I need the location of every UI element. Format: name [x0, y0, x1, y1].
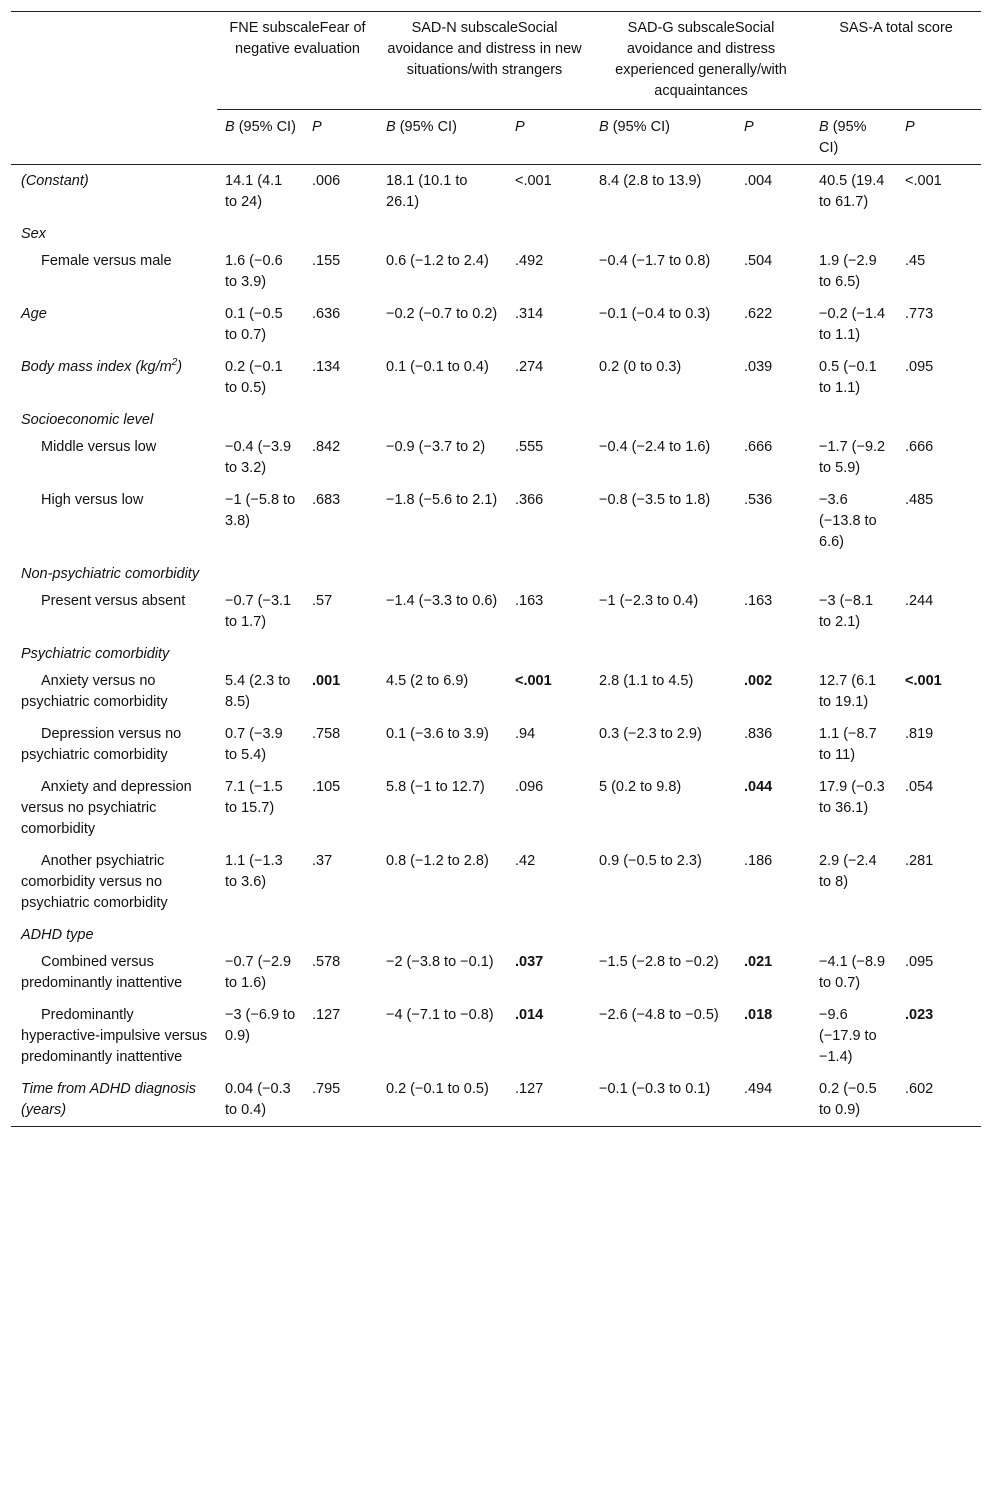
b-ci-cell: 0.9 (−0.5 to 2.3): [599, 853, 702, 869]
b-label: B: [819, 119, 829, 135]
p-value-cell: .002: [744, 673, 773, 689]
b-ci-cell: −9.6 (−17.9 to −1.4): [819, 1007, 877, 1065]
b-ci-cell: −2.6 (−4.8 to −0.5): [599, 1007, 719, 1023]
ci-label: (95% CI): [608, 119, 670, 135]
table-row: [11, 245, 981, 298]
p-value-cell: .054: [905, 779, 934, 795]
table-row: [11, 665, 981, 718]
b-ci-cell: −4 (−7.1 to −0.8): [386, 1007, 494, 1023]
b-label: B: [225, 119, 235, 135]
b-ci-cell: 2.8 (1.1 to 4.5): [599, 673, 694, 689]
sasa-group-header: SAS-A total score: [811, 12, 981, 110]
p-value-cell: .773: [905, 306, 934, 322]
b-ci-cell: 5.4 (2.3 to 8.5): [225, 673, 291, 710]
p-value-cell: .039: [744, 359, 773, 375]
b-ci-cell: −3.6 (−13.8 to 6.6): [819, 492, 877, 550]
b-ci-cell: 0.7 (−3.9 to 5.4): [225, 726, 283, 763]
b-ci-cell: −3 (−6.9 to 0.9): [225, 1007, 296, 1044]
b-ci-cell: −0.2 (−0.7 to 0.2): [386, 306, 498, 322]
row-label: Body mass index $(kg/m^2)$: [21, 357, 183, 375]
table-row: [11, 1073, 981, 1127]
b-ci-cell: 4.5 (2 to 6.9): [386, 673, 469, 689]
p-value-cell: <.001: [515, 173, 552, 189]
p-value-cell: <.001: [905, 173, 942, 189]
p-value-cell: <.001: [905, 673, 942, 689]
row-label: Depression versus no psychiatric comorbidity: [21, 726, 182, 763]
b-ci-cell: −0.8 (−3.5 to 1.8): [599, 492, 711, 508]
fne-group-header: FNE subscaleFear of negative evaluation: [217, 12, 378, 110]
section-label: ADHD type: [21, 927, 94, 943]
b-ci-cell: 2.9 (−2.4 to 8): [819, 853, 877, 890]
section-header-row: [11, 919, 981, 946]
b-label: B: [386, 119, 396, 135]
b-ci-cell: −0.9 (−3.7 to 2): [386, 439, 486, 455]
b-ci-cell: −1.5 (−2.8 to −0.2): [599, 954, 719, 970]
table-row: [11, 298, 981, 351]
b-ci-cell: 40.5 (19.4 to 61.7): [819, 173, 885, 210]
ci-label: (95% CI): [819, 119, 867, 156]
b-ci-cell: 7.1 (−1.5 to 15.7): [225, 779, 283, 816]
table-row: [11, 718, 981, 771]
row-label: Combined versus predominantly inattentive: [21, 954, 183, 991]
p-value-cell: .105: [312, 779, 341, 795]
b-ci-cell: 18.1 (10.1 to 26.1): [386, 173, 468, 210]
p-value-cell: .492: [515, 253, 544, 269]
p-header: P: [905, 119, 915, 135]
p-header: P: [744, 119, 754, 135]
b-ci-cell: 0.2 (−0.1 to 0.5): [225, 359, 283, 396]
row-label: Anxiety and depression versus no psychiatric comorbidity: [21, 779, 192, 837]
p-value-cell: .485: [905, 492, 934, 508]
p-value-cell: .134: [312, 359, 341, 375]
b-ci-cell: 12.7 (6.1 to 19.1): [819, 673, 877, 710]
b-ci-cell: 0.8 (−1.2 to 2.8): [386, 853, 489, 869]
b-ci-cell: 17.9 (−0.3 to 36.1): [819, 779, 885, 816]
b-ci-cell: 14.1 (4.1 to 24): [225, 173, 283, 210]
table-row: [11, 946, 981, 999]
table-row: [11, 165, 981, 219]
group-header-row: [11, 12, 981, 110]
p-value-cell: .602: [905, 1081, 934, 1097]
p-value-cell: .57: [312, 593, 333, 609]
b-ci-header: [217, 110, 304, 165]
b-ci-cell: 0.1 (−0.1 to 0.4): [386, 359, 489, 375]
p-value-cell: .842: [312, 439, 341, 455]
p-value-cell: .37: [312, 853, 333, 869]
b-ci-cell: 0.1 (−0.5 to 0.7): [225, 306, 283, 343]
b-ci-header: [591, 110, 736, 165]
p-value-cell: .021: [744, 954, 773, 970]
b-ci-cell: 1.9 (−2.9 to 6.5): [819, 253, 877, 290]
p-value-cell: .504: [744, 253, 773, 269]
p-value-cell: .758: [312, 726, 341, 742]
b-ci-cell: 5 (0.2 to 9.8): [599, 779, 682, 795]
b-ci-cell: −1.8 (−5.6 to 2.1): [386, 492, 498, 508]
p-value-cell: .666: [905, 439, 934, 455]
p-value-cell: .281: [905, 853, 934, 869]
row-label: Another psychiatric comorbidity versus no psychiatric comorbidity: [21, 853, 168, 911]
b-ci-cell: 0.3 (−2.3 to 2.9): [599, 726, 702, 742]
b-ci-cell: 1.6 (−0.6 to 3.9): [225, 253, 283, 290]
b-ci-cell: 8.4 (2.8 to 13.9): [599, 173, 702, 189]
p-value-cell: .244: [905, 593, 934, 609]
section-header-row: [11, 404, 981, 431]
row-label: (Constant): [21, 173, 89, 189]
row-label: Predominantly hyperactive-impulsive versus predominantly inattentive: [21, 1007, 208, 1065]
p-header: P: [312, 119, 322, 135]
table-row: [11, 484, 981, 558]
p-value-cell: .45: [905, 253, 926, 269]
p-value-cell: .536: [744, 492, 773, 508]
p-value-cell: .186: [744, 853, 773, 869]
b-ci-cell: −0.2 (−1.4 to 1.1): [819, 306, 886, 343]
p-value-cell: .023: [905, 1007, 934, 1023]
ci-label: (95% CI): [395, 119, 457, 135]
b-label: B: [599, 119, 609, 135]
section-label: Psychiatric comorbidity: [21, 646, 170, 662]
b-ci-cell: −4.1 (−8.9 to 0.7): [819, 954, 886, 991]
regression-table: [11, 11, 981, 1127]
section-label: Sex: [21, 226, 46, 242]
p-value-cell: .836: [744, 726, 773, 742]
b-ci-header: [378, 110, 507, 165]
b-ci-cell: −2 (−3.8 to −0.1): [386, 954, 494, 970]
b-ci-cell: 0.6 (−1.2 to 2.4): [386, 253, 489, 269]
table-row: [11, 585, 981, 638]
b-ci-cell: −0.7 (−3.1 to 1.7): [225, 593, 292, 630]
p-value-cell: .683: [312, 492, 341, 508]
p-value-cell: .127: [312, 1007, 341, 1023]
sadg-group-header: SAD-G subscaleSocial avoidance and distress experienced generally/with acquaintances: [591, 12, 811, 110]
b-ci-header: [811, 110, 897, 165]
b-ci-cell: −1.7 (−9.2 to 5.9): [819, 439, 886, 476]
section-header-row: [11, 638, 981, 665]
sadn-group-header: SAD-N subscaleSocial avoidance and distress in new situations/with strangers: [378, 12, 591, 110]
p-value-cell: .127: [515, 1081, 544, 1097]
b-ci-cell: 0.2 (−0.5 to 0.9): [819, 1081, 877, 1118]
b-ci-cell: 5.8 (−1 to 12.7): [386, 779, 485, 795]
row-label: Present versus absent: [41, 593, 186, 609]
p-value-cell: .163: [744, 593, 773, 609]
b-ci-cell: 1.1 (−1.3 to 3.6): [225, 853, 283, 890]
p-value-cell: .366: [515, 492, 544, 508]
row-label: Time from ADHD diagnosis (years): [21, 1081, 196, 1118]
section-label: Socioeconomic level: [21, 412, 154, 428]
p-value-cell: .095: [905, 359, 934, 375]
b-ci-cell: −0.4 (−3.9 to 3.2): [225, 439, 292, 476]
b-ci-cell: −1 (−5.8 to 3.8): [225, 492, 296, 529]
p-value-cell: .795: [312, 1081, 341, 1097]
p-value-cell: .42: [515, 853, 536, 869]
b-ci-cell: 0.04 (−0.3 to 0.4): [225, 1081, 291, 1118]
ci-label: (95% CI): [234, 119, 296, 135]
p-value-cell: .622: [744, 306, 773, 322]
p-value-cell: .578: [312, 954, 341, 970]
p-value-cell: .819: [905, 726, 934, 742]
p-value-cell: .636: [312, 306, 341, 322]
table-row: [11, 431, 981, 484]
b-ci-cell: 0.1 (−3.6 to 3.9): [386, 726, 489, 742]
table-body: [11, 165, 981, 1127]
b-ci-cell: 0.5 (−0.1 to 1.1): [819, 359, 877, 396]
p-value-cell: .037: [515, 954, 544, 970]
p-value-cell: .018: [744, 1007, 773, 1023]
p-value-cell: .163: [515, 593, 544, 609]
table-row: [11, 351, 981, 404]
b-ci-cell: 0.2 (−0.1 to 0.5): [386, 1081, 489, 1097]
row-label: Middle versus low: [41, 439, 157, 455]
p-value-cell: .155: [312, 253, 341, 269]
b-ci-cell: −3 (−8.1 to 2.1): [819, 593, 874, 630]
empty-corner-cell: [11, 12, 217, 165]
b-ci-cell: −0.1 (−0.3 to 0.1): [599, 1081, 711, 1097]
b-ci-cell: −0.4 (−1.7 to 0.8): [599, 253, 711, 269]
p-value-cell: .004: [744, 173, 773, 189]
p-value-cell: .006: [312, 173, 341, 189]
p-header: P: [515, 119, 525, 135]
table-row: [11, 771, 981, 845]
b-ci-cell: −1.4 (−3.3 to 0.6): [386, 593, 498, 609]
table-row: [11, 999, 981, 1073]
row-label: High versus low: [41, 492, 144, 508]
p-value-cell: .666: [744, 439, 773, 455]
b-ci-cell: −1 (−2.3 to 0.4): [599, 593, 699, 609]
section-header-row: [11, 218, 981, 245]
section-label: Non-psychiatric comorbidity: [21, 566, 200, 582]
b-ci-cell: 1.1 (−8.7 to 11): [819, 726, 877, 763]
b-ci-cell: −0.4 (−2.4 to 1.6): [599, 439, 711, 455]
row-label: Female versus male: [41, 253, 172, 269]
p-value-cell: .274: [515, 359, 544, 375]
p-value-cell: .014: [515, 1007, 544, 1023]
p-value-cell: .044: [744, 779, 773, 795]
b-ci-cell: 0.2 (0 to 0.3): [599, 359, 682, 375]
row-label: Anxiety versus no psychiatric comorbidity: [21, 673, 168, 710]
p-value-cell: .314: [515, 306, 544, 322]
p-value-cell: <.001: [515, 673, 552, 689]
p-value-cell: .095: [905, 954, 934, 970]
table-row: [11, 845, 981, 919]
row-label: Age: [21, 306, 47, 322]
section-header-row: [11, 558, 981, 585]
b-ci-cell: −0.1 (−0.4 to 0.3): [599, 306, 711, 322]
p-value-cell: .096: [515, 779, 544, 795]
p-value-cell: .94: [515, 726, 536, 742]
p-value-cell: .001: [312, 673, 341, 689]
p-value-cell: .494: [744, 1081, 773, 1097]
p-value-cell: .555: [515, 439, 544, 455]
b-ci-cell: −0.7 (−2.9 to 1.6): [225, 954, 292, 991]
